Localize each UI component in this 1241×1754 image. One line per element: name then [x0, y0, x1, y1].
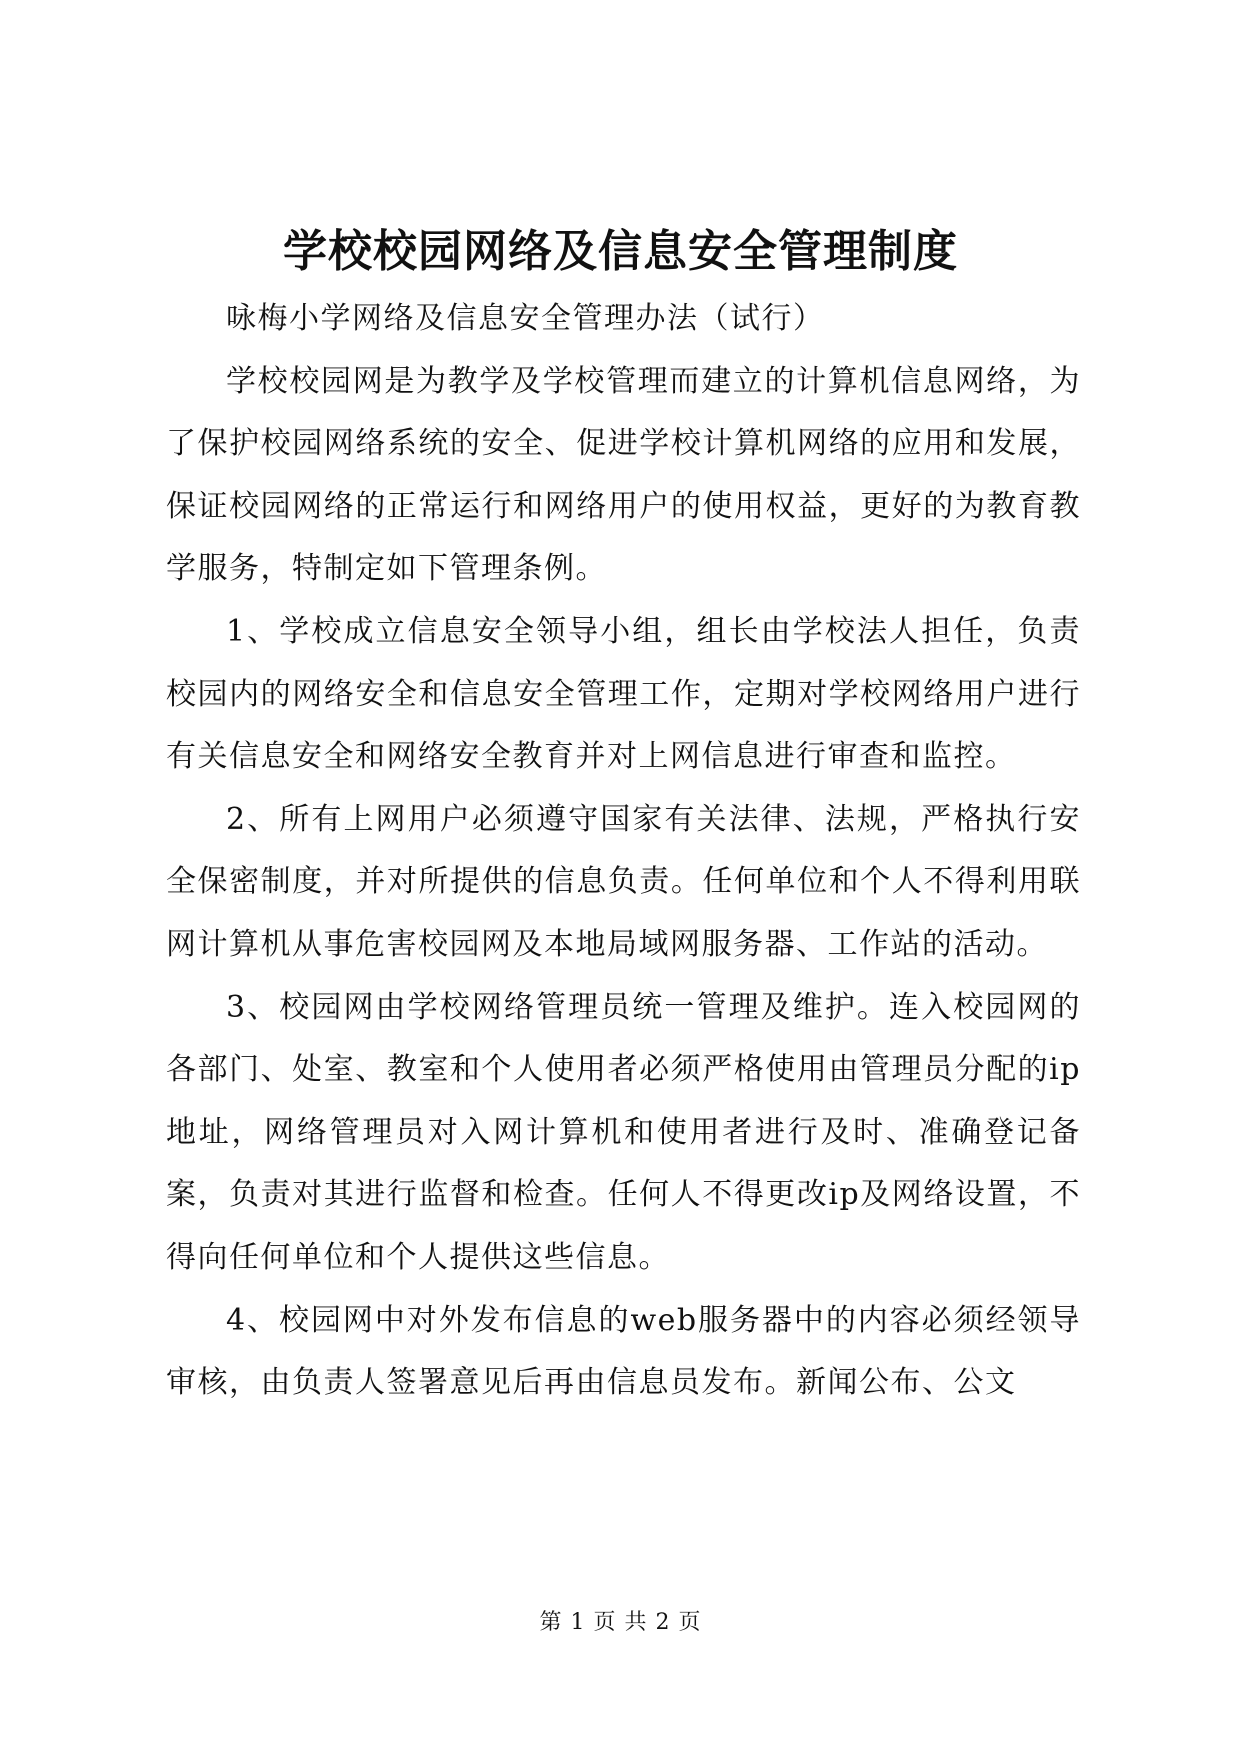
paragraph-intro: 学校校园网是为教学及学校管理而建立的计算机信息网络，为了保护校园网络系统的安全、促进学校计算机网络的应用和发展，保证校园网络的正常运行和网络用户的使用权益，更好的为教育教学服务，特制定如下管理条例。	[166, 363, 1081, 587]
page-footer: 第 1 页 共 2 页	[539, 1610, 702, 1635]
paragraph-item-4: 4、校园网中对外发布信息的web服务器中的内容必须经领导审核，由负责人签署意见后再由信息员发布。新闻公布、公文	[166, 1302, 1081, 1401]
document-title: 学校校园网络及信息安全管理制度	[283, 226, 958, 277]
paragraph-item-1: 1、学校成立信息安全领导小组，组长由学校法人担任，负责校园内的网络安全和信息安全管理工作，定期对学校网络用户进行有关信息安全和网络安全教育并对上网信息进行审查和监控。	[166, 613, 1081, 775]
paragraph-item-2: 2、所有上网用户必须遵守国家有关法律、法规，严格执行安全保密制度，并对所提供的信息负责。任何单位和个人不得利用联网计算机从事危害校园网及本地局域网服务器、工作站的活动。	[166, 801, 1081, 962]
paragraph-subtitle: 咏梅小学网络及信息安全管理办法（试行）	[226, 301, 825, 336]
document-body	[166, 288, 1081, 1415]
paragraph-item-3: 3、校园网由学校网络管理员统一管理及维护。连入校园网的各部门、处室、教室和个人使用者必须严格使用由管理员分配的ip地址，网络管理员对入网计算机和使用者进行及时、准确登记备案，负责对其进行监督和检查。任何人不得更改ip及网络设置，不得向任何单位和个人提供这些信息。	[166, 989, 1081, 1275]
